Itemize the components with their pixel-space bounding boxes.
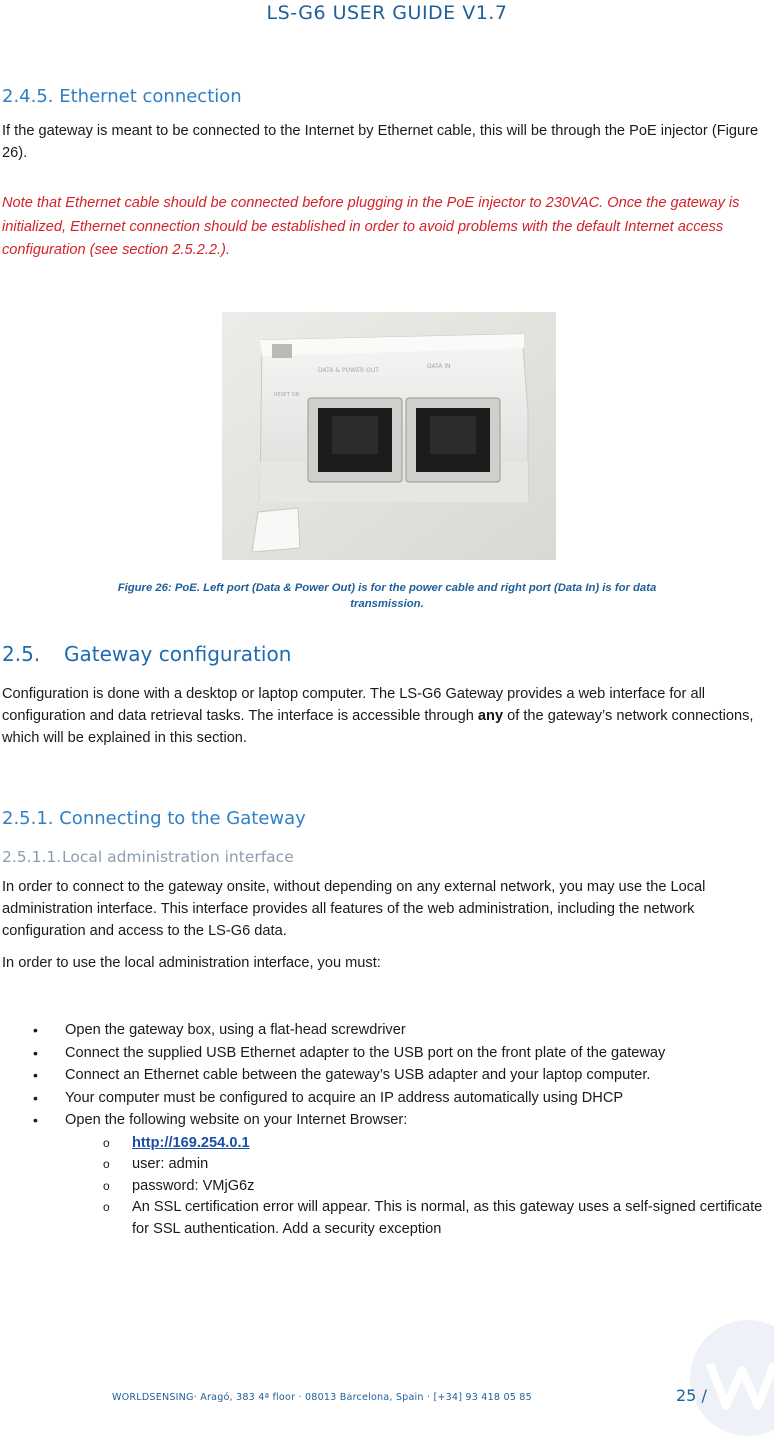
section-heading-2-4-5: 2.4.5. Ethernet connection xyxy=(2,86,242,107)
list-item-text: Open the following website on your Internet Browser: xyxy=(65,1112,408,1128)
sublist-item xyxy=(0,1133,771,1155)
section-heading-2-5 xyxy=(2,642,291,666)
text-run: of the gateway’s network connections, which will be explained in this section. xyxy=(2,708,754,746)
sublist-item xyxy=(0,1197,771,1240)
list-item xyxy=(0,1020,771,1042)
website-sublist xyxy=(65,1133,771,1241)
configuration-paragraph xyxy=(2,683,770,749)
emphasis-any: any xyxy=(477,708,504,724)
section-heading-2-5-1: 2.5.1. Connecting to the Gateway xyxy=(2,808,306,829)
list-item-text: Your computer must be configured to acquire an IP address automatically using DHCP xyxy=(65,1089,624,1106)
sublist-item xyxy=(0,1176,771,1198)
label-data-in: DATA IN xyxy=(427,363,451,370)
label-reset: RESET ON xyxy=(274,392,300,398)
section-title: Gateway configuration xyxy=(64,642,292,666)
subsection-number: 2.5.1.1. xyxy=(2,848,62,866)
sublist-item-text: o An SSL certification error will appear. This is normal, as this gateway uses a self-signed certificate for SSL authentication. Add a security exception xyxy=(132,1199,763,1237)
poe-injector-photo xyxy=(222,312,556,560)
ethernet-paragraph: If the gateway is meant to be connected to the Internet by Ethernet cable, this will be through the PoE injector (Figure 26). xyxy=(2,123,759,161)
sublist-item-text: o user: admin xyxy=(132,1156,209,1172)
list-item-text: Open the gateway box, using a flat-head screwdriver xyxy=(65,1022,406,1038)
page-header: LS-G6 USER GUIDE V1.7 xyxy=(266,2,508,24)
list-item xyxy=(0,1043,771,1065)
section-number: 2.5. xyxy=(2,642,41,666)
page-footer xyxy=(112,1392,532,1403)
list-item-text: Connect the supplied USB Ethernet adapter to the USB port on the front plate of the gateway xyxy=(65,1044,666,1061)
label-data-power-out: DATA & POWER OUT xyxy=(318,367,379,374)
list-item xyxy=(0,1110,771,1240)
text-run: Configuration is done with a desktop or laptop computer. The LS-G6 Gateway provides a web interface for all configuration and data retrieval tasks. The interface is accessible through xyxy=(2,686,706,724)
figure-caption: Figure 26: PoE. Left port (Data & Power Out) is for the power cable and right port (Data In) is for data transmission. xyxy=(117,582,657,610)
page-number: 25 / xyxy=(676,1386,707,1405)
local-admin-paragraph: In order to connect to the gateway onsite, without depending on any external network, you may use the Local administration interface. This interface provides all features of the web administration, including the network configuration and access to the LS-G6 data. xyxy=(2,879,706,939)
sublist-item xyxy=(0,1154,771,1176)
sublist-item-text: o password: VMjG6z xyxy=(132,1177,255,1194)
ethernet-warning-note: Note that Ethernet cable should be connected before plugging in the PoE injector to 230VAC. Once the gateway is initialized, Ethernet connection should be established in order to avoid problems with the default Internet access configuration (see section 2.5.2.2.). xyxy=(2,195,740,258)
local-admin-link[interactable]: http://169.254.0.1 xyxy=(132,1134,250,1151)
list-item xyxy=(0,1065,771,1087)
list-item-text: Connect an Ethernet cable between the gateway’s USB adapter and your laptop computer. xyxy=(65,1067,651,1083)
footer-company: WORLDSENSING xyxy=(112,1392,194,1403)
list-item xyxy=(0,1088,771,1110)
requirements-intro: In order to use the local administration interface, you must: xyxy=(2,955,381,971)
requirements-list xyxy=(0,1020,774,1241)
subsection-title: Local administration interface xyxy=(62,848,294,866)
section-heading-2-5-1-1 xyxy=(2,848,294,866)
worldsensing-watermark-icon xyxy=(688,1318,774,1438)
footer-address: · Aragó, 383 4ª floor · 08013 Barcelona, Spain · [+34] 93 418 05 85 xyxy=(193,1392,532,1403)
